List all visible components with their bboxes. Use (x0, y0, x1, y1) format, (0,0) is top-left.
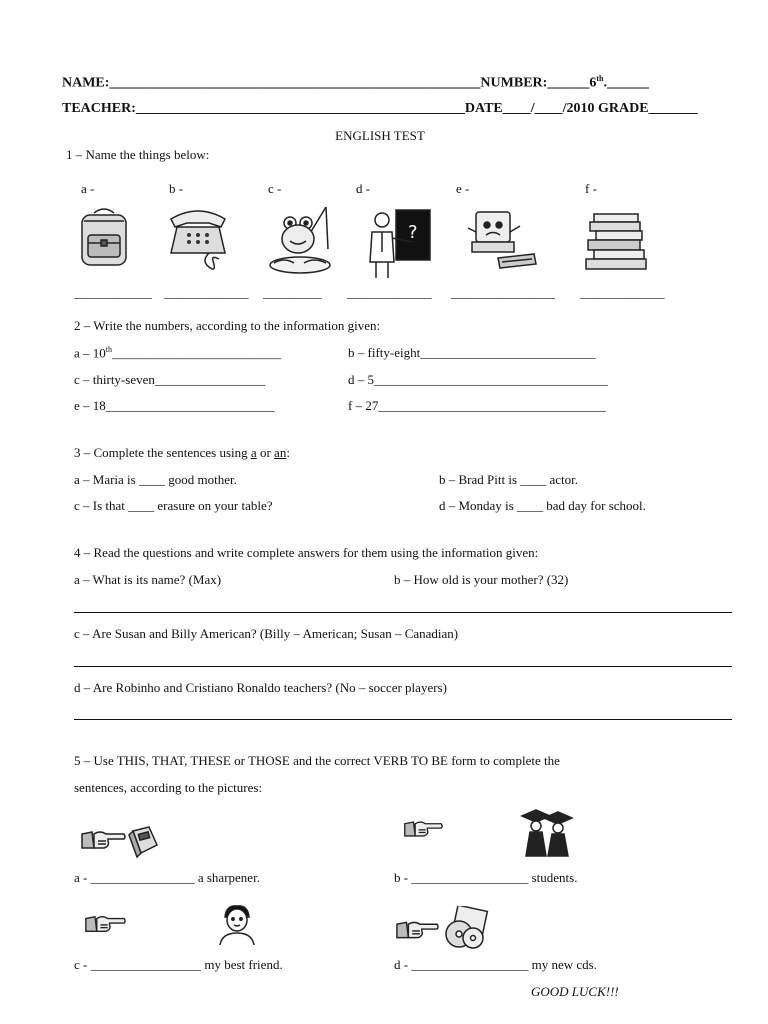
teacher-date-grade-line: TEACHER:_______________________________________________DATE____/____/2010 GRADE_______ (62, 101, 698, 116)
q1-label-c: c - (268, 181, 282, 196)
q5-item-d[interactable]: d - __________________ my new cds. (394, 957, 597, 972)
sharpener-icon (127, 823, 161, 861)
pointing-hand-icon (395, 918, 439, 942)
cds-icon (441, 906, 491, 950)
q1-label-a: a - (81, 181, 95, 196)
frog-fishing-icon (268, 205, 334, 277)
q1-label-b: b - (169, 181, 184, 196)
pointing-hand-icon (403, 818, 443, 840)
q1-answer-blank-a[interactable]: ____________ (74, 285, 152, 300)
q1-label-f: f - (585, 181, 597, 196)
q4-answer-line-d[interactable] (74, 719, 732, 720)
q5-instruction-line2: sentences, according to the pictures: (74, 780, 263, 795)
q2-item-d[interactable]: d – 5____________________________________ (348, 372, 608, 387)
q1-answer-blank-d[interactable]: _____________ (347, 285, 432, 300)
q3-instruction: 3 – Complete the sentences using a or an: (74, 445, 290, 460)
boy-icon (216, 903, 258, 945)
q4-instruction: 4 – Read the questions and write complete answers for them using the information given: (74, 545, 539, 560)
q3-item-a[interactable]: a – Maria is ____ good mother. (74, 472, 237, 487)
q5-item-a[interactable]: a - ________________ a sharpener. (74, 870, 260, 885)
q2-item-f[interactable]: f – 27___________________________________ (348, 398, 606, 413)
pointing-hand-icon (80, 828, 126, 852)
books-icon (584, 210, 650, 272)
q3-item-b[interactable]: b – Brad Pitt is ____ actor. (439, 472, 579, 487)
q1-answer-blank-e[interactable]: ________________ (451, 285, 555, 300)
backpack-icon (74, 205, 134, 269)
name-number-line: NAME:_____________________________________________________NUMBER:______6th.______ (62, 74, 649, 91)
q1-answer-blank-b[interactable]: _____________ (164, 285, 249, 300)
q4-question-a: a – What is its name? (Max) (74, 572, 222, 587)
q1-instruction: 1 – Name the things below: (66, 147, 210, 162)
svg-text:?: ? (408, 222, 418, 243)
graduates-icon (518, 808, 574, 858)
q2-item-c[interactable]: c – thirty-seven_________________ (74, 372, 266, 387)
test-title: ENGLISH TEST (335, 128, 425, 143)
q5-item-b[interactable]: b - __________________ students. (394, 870, 578, 885)
q2-item-b[interactable]: b – fifty-eight___________________________ (348, 345, 596, 360)
q4-question-d: d – Are Robinho and Cristiano Ronaldo teachers? (No – soccer players) (74, 680, 447, 695)
good-luck-message: GOOD LUCK!!! (531, 984, 619, 999)
q4-question-c: c – Are Susan and Billy American? (Billy – American; Susan – Canadian) (74, 626, 459, 641)
q4-answer-line-c[interactable] (74, 666, 732, 667)
q1-label-d: d - (356, 181, 371, 196)
q2-instruction: 2 – Write the numbers, according to the information given: (74, 318, 381, 333)
q3-item-c[interactable]: c – Is that ____ erasure on your table? (74, 498, 273, 513)
q4-answer-line-ab[interactable] (74, 612, 732, 613)
q1-label-e: e - (456, 181, 470, 196)
q2-item-e[interactable]: e – 18__________________________ (74, 398, 275, 413)
q1-answer-blank-f[interactable]: _____________ (580, 285, 665, 300)
telephone-icon (165, 205, 231, 273)
q2-item-a[interactable]: a – 10th__________________________ (74, 345, 282, 361)
computer-icon (462, 208, 538, 272)
teacher-blackboard-icon (362, 208, 432, 278)
q3-item-d[interactable]: d – Monday is ____ bad day for school. (439, 498, 646, 513)
q4-question-b: b – How old is your mother? (32) (394, 572, 569, 587)
q5-instruction-line1: 5 – Use THIS, THAT, THESE or THOSE and the correct VERB TO BE form to complete the (74, 753, 560, 768)
q5-item-c[interactable]: c - _________________ my best friend. (74, 957, 283, 972)
pointing-hand-icon (84, 912, 126, 936)
q1-answer-blank-c[interactable]: _________ (263, 285, 322, 300)
